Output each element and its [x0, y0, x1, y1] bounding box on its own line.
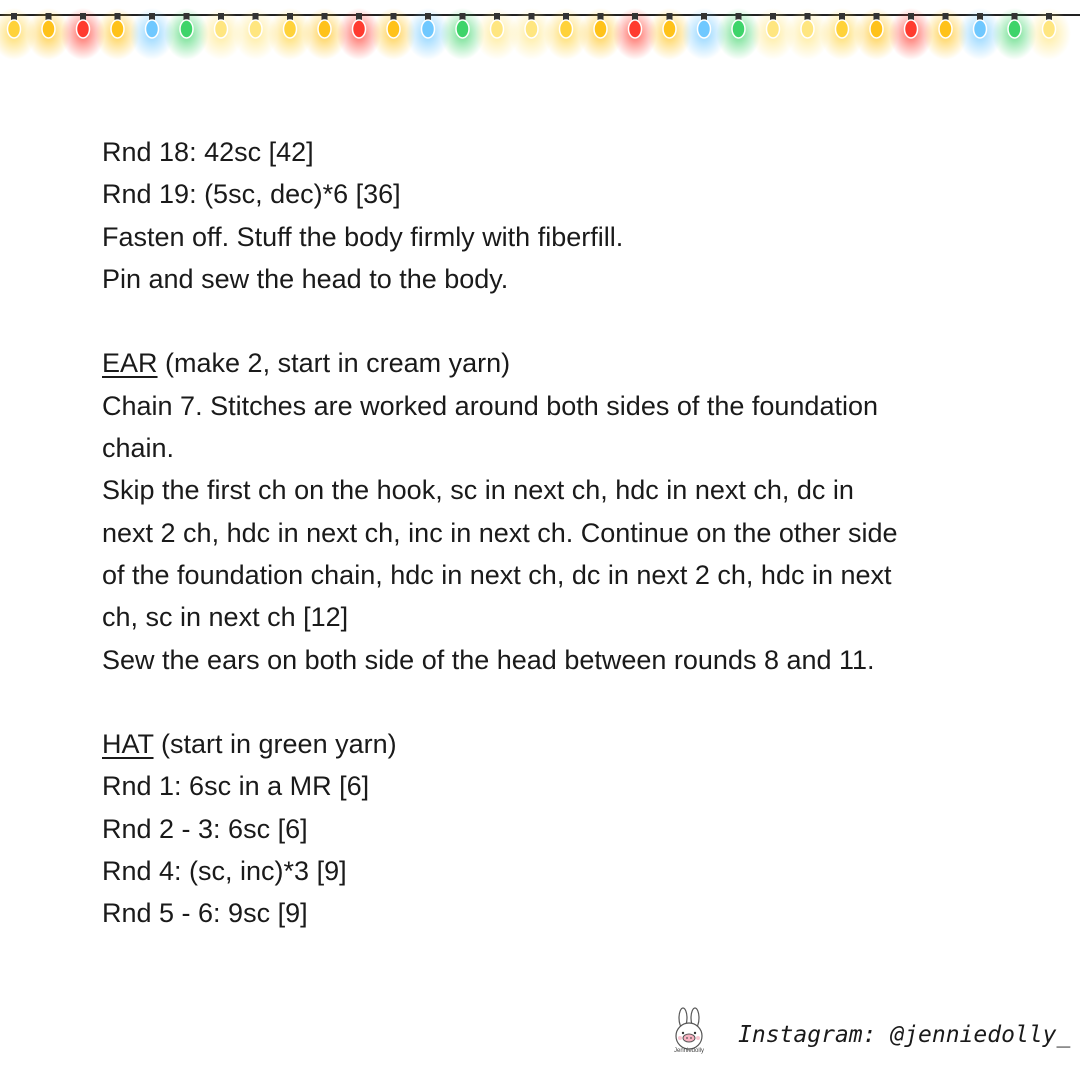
bulb-cap: [460, 13, 466, 20]
light-bulb: [525, 20, 538, 38]
light-bulb: [42, 20, 55, 38]
bulb-cap: [667, 13, 673, 20]
bulb-cap: [149, 13, 155, 20]
light-bulb: [560, 20, 573, 38]
bulb-cap: [943, 13, 949, 20]
ear-subtitle: (make 2, start in cream yarn): [157, 348, 511, 379]
hat-subtitle: (start in green yarn): [153, 729, 397, 760]
light-bulb: [215, 20, 228, 38]
light-bulb: [146, 20, 159, 38]
text-line: Rnd 4: (sc, inc)*3 [9]: [102, 856, 347, 887]
bulb-cap: [701, 13, 707, 20]
bulb-cap: [46, 13, 52, 20]
bulb-cap: [632, 13, 638, 20]
text-line: Rnd 5 - 6: 9sc [9]: [102, 898, 308, 929]
light-bulb: [284, 20, 297, 38]
text-line: Rnd 18: 42sc [42]: [102, 137, 314, 167]
bulb-cap: [287, 13, 293, 20]
light-bulb: [249, 20, 262, 38]
light-bulb: [974, 20, 987, 38]
text-line: Skip the first ch on the hook, sc in next ch, hdc in next ch, dc in: [102, 475, 854, 506]
bulb-cap: [839, 13, 845, 20]
bulb-cap: [1012, 13, 1018, 20]
text-line: of the foundation chain, hdc in next ch, dc in next 2 ch, hdc in next: [102, 559, 892, 590]
bulb-cap: [322, 13, 328, 20]
bulb-cap: [115, 13, 121, 20]
string-lights-decoration: [0, 0, 1080, 80]
text-line: chain.: [102, 433, 175, 464]
bulb-cap: [1046, 13, 1052, 20]
logo-caption: Jenniedolly: [673, 1048, 705, 1054]
light-bulb: [387, 20, 400, 38]
light-bulb: [318, 20, 331, 38]
bulb-cap: [908, 13, 914, 20]
light-bulb: [870, 20, 883, 38]
light-bulb: [698, 20, 711, 38]
text-line: Chain 7. Stitches are worked around both sides of the foundation: [102, 390, 878, 421]
light-bulb: [767, 20, 780, 38]
text-line: Rnd 2 - 3: 6sc [6]: [102, 813, 308, 844]
bulb-cap: [80, 13, 86, 20]
text-line: Pin and sew the head to the body.: [102, 263, 509, 294]
bulb-cap: [805, 13, 811, 20]
bulb-cap: [770, 13, 776, 20]
light-bulb: [905, 20, 918, 38]
bulb-cap: [253, 13, 259, 20]
light-bulb: [836, 20, 849, 38]
bulb-cap: [11, 13, 17, 20]
hat-title: HAT: [102, 729, 154, 760]
hat-heading: [102, 723, 1022, 765]
light-bulb: [732, 20, 745, 38]
light-bulb: [353, 20, 366, 38]
light-bulb: [491, 20, 504, 38]
light-bulb: [8, 20, 21, 38]
light-bulb: [801, 20, 814, 38]
text-line: Fasten off. Stuff the body firmly with fiberfill.: [102, 221, 624, 252]
spacer: [102, 300, 1022, 342]
bulb-cap: [391, 13, 397, 20]
bulb-cap: [563, 13, 569, 20]
bulb-cap: [494, 13, 500, 20]
bulb-cap: [425, 13, 431, 20]
spacer: [102, 681, 1022, 723]
light-bulb: [422, 20, 435, 38]
instagram-handle: Instagram: @jenniedolly_: [738, 1022, 1071, 1048]
light-bulb: [629, 20, 642, 38]
light-bulb: [111, 20, 124, 38]
light-bulb: [1008, 20, 1021, 38]
light-bulb: [77, 20, 90, 38]
light-bulb: [939, 20, 952, 38]
text-line: Rnd 19: (5sc, dec)*6 [36]: [102, 179, 401, 210]
light-bulb: [1043, 20, 1056, 38]
text-line: ch, sc in next ch [12]: [102, 602, 349, 633]
bulb-cap: [218, 13, 224, 20]
light-bulb: [594, 20, 607, 38]
bulb-cap: [874, 13, 880, 20]
text-line: next 2 ch, hdc in next ch, inc in next ch. Continue on the other side: [102, 517, 898, 548]
footer: [660, 1000, 1071, 1060]
pattern-text: [102, 131, 1022, 935]
bulb-cap: [977, 13, 983, 20]
text-line: Sew the ears on both side of the head between rounds 8 and 11.: [102, 644, 875, 675]
ear-title: EAR: [102, 348, 158, 379]
bulb-cap: [529, 13, 535, 20]
light-bulb: [180, 20, 193, 38]
bulb-cap: [356, 13, 362, 20]
bulb-cap: [184, 13, 190, 20]
bulb-cap: [736, 13, 742, 20]
ear-heading: [102, 342, 1022, 384]
bulb-cap: [598, 13, 604, 20]
light-bulb: [663, 20, 676, 38]
text-line: Rnd 1: 6sc in a MR [6]: [102, 771, 370, 802]
light-bulb: [456, 20, 469, 38]
